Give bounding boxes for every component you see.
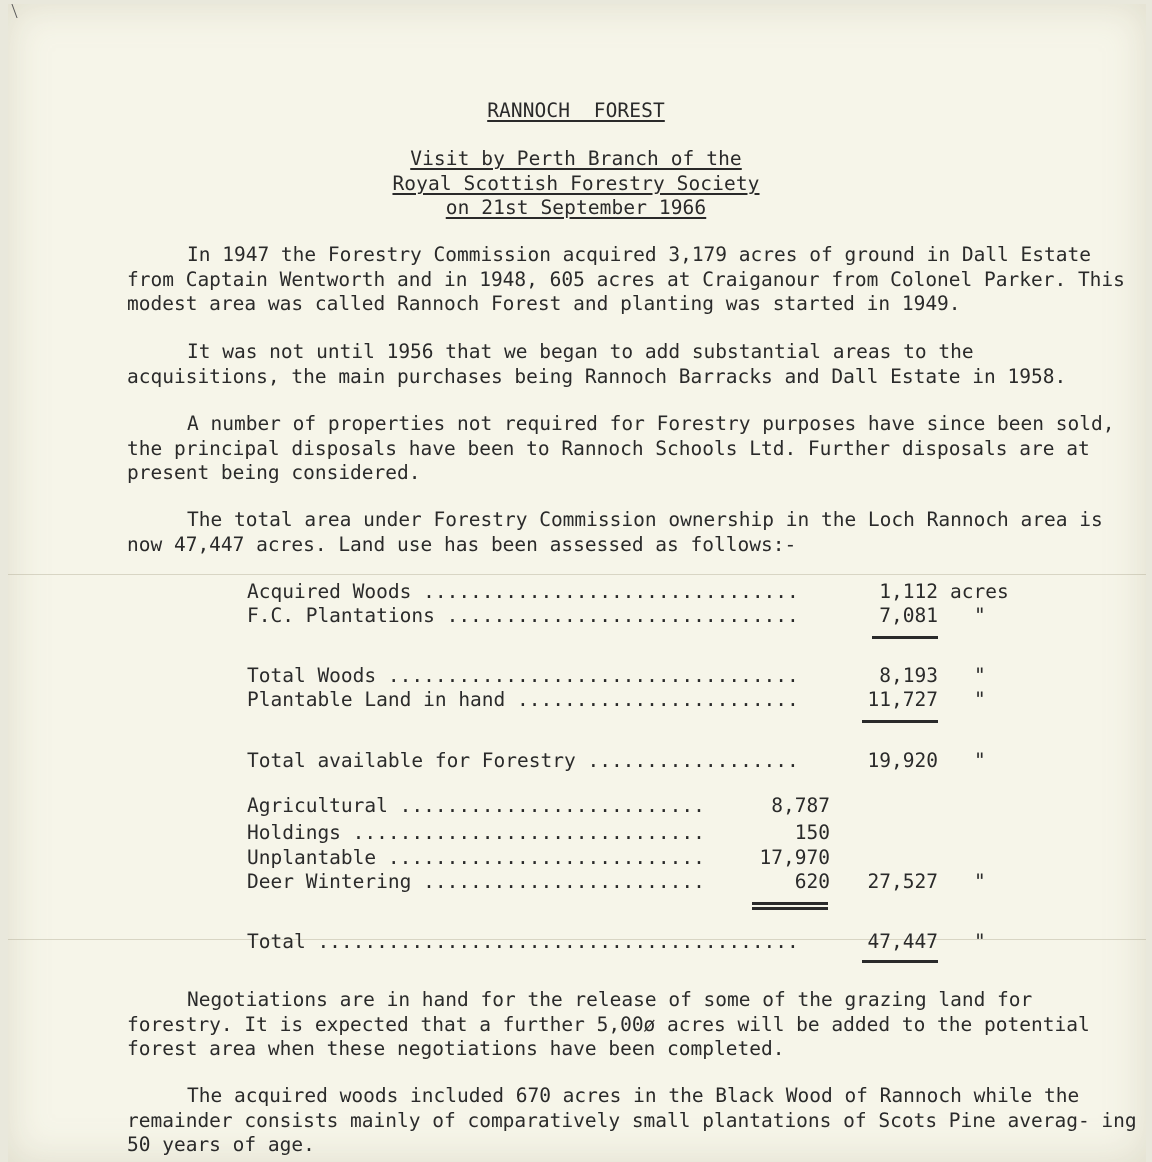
sum-rule (862, 960, 938, 963)
paragraph: In 1947 the Forestry Commission acquired 3,179 acres of ground in Dall Estate from Captain Wentworth and in 1948, 605 acres at Craiganour from Colonel Parker. This modest area was called Rannoch Forest and planting was started in 1949. (127, 243, 1125, 315)
row-value: 19,920 (867, 749, 938, 772)
row-unit: " (974, 870, 986, 893)
row-label: Holdings .............................. (247, 821, 705, 844)
sum-rule (752, 907, 828, 910)
subtitle-line: on 21st September 1966 (445, 196, 707, 219)
row-label: Total ......................................... (247, 930, 799, 953)
row-label: Total Woods ................................... (247, 664, 799, 687)
row-value: 620 (794, 870, 830, 893)
row-unit: " (974, 930, 986, 953)
row-label: Plantable Land in hand ........................ (247, 688, 799, 711)
row-unit: acres (950, 580, 1009, 603)
sum-rule (752, 902, 828, 905)
paragraph: It was not until 1956 that we began to add substantial areas to the acquisitions, the main purchases being Rannoch Barracks and Dall Estate in 1958. (127, 340, 1067, 388)
paragraph: The acquired woods included 670 acres in the Black Wood of Rannoch while the remainder consists mainly of comparatively small plantations of Scots Pine averag- ing 50 years of age. (127, 1084, 1137, 1156)
row-value: 8,193 (879, 664, 938, 687)
row-unit: " (974, 688, 986, 711)
row-label: Unplantable ........................... (247, 846, 705, 869)
row-value: 17,970 (759, 846, 830, 869)
paragraph: The total area under Forestry Commission ownership in the Loch Rannoch area is now 47,447 acres. Land use has been assessed as follows:- (127, 508, 1103, 556)
subtitle-line: Visit by Perth Branch of the (410, 147, 742, 170)
row-unit: " (974, 749, 986, 772)
sum-rule (862, 720, 938, 723)
row-label: Agricultural .......................... (247, 794, 705, 817)
row-label: F.C. Plantations .............................. (247, 604, 799, 627)
torn-corner-mark (11, 4, 35, 18)
row-unit: " (974, 604, 986, 627)
row-label: Total available for Forestry .................. (247, 749, 799, 772)
row-value: 1,112 (879, 580, 938, 603)
row-value: 47,447 (867, 930, 938, 953)
row-value: 8,787 (771, 794, 830, 817)
subtitle-line: Royal Scottish Forestry Society (392, 172, 760, 195)
row-unit: " (974, 664, 986, 687)
paragraph: A number of properties not required for Forestry purposes have since been sold, the principal disposals have been to Rannoch Schools Ltd. Further disposals are at present being considered. (127, 412, 1115, 484)
row-label: Deer Wintering ........................ (247, 870, 705, 893)
sum-rule (872, 636, 938, 639)
document-title: RANNOCH FOREST (487, 99, 665, 122)
row-label: Acquired Woods ................................ (247, 580, 799, 603)
row-value: 7,081 (879, 604, 938, 627)
paragraph: Negotiations are in hand for the release of some of the grazing land for forestry. It is expected that a further 5,00ø acres will be added to the potential forest area when these negotiations have been completed. (127, 988, 1090, 1060)
row-value: 150 (794, 821, 830, 844)
fold-line (8, 574, 1146, 575)
row-value: 11,727 (867, 688, 938, 711)
row-subtotal: 27,527 (867, 870, 938, 893)
